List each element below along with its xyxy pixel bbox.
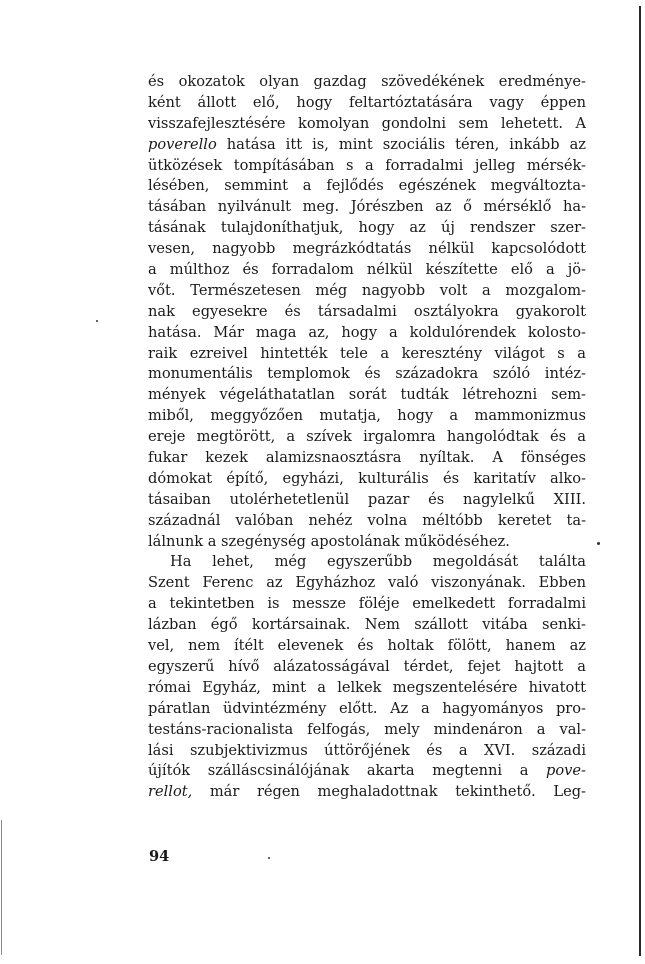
text-line: vőt. Természetesen még nagyobb volt a mozgalom- (148, 281, 586, 299)
text-line: rellot, már régen meghaladottnak tekinthető. Leg- (148, 783, 586, 801)
text-line: ereje megtörött, a szívek irgalomra hangolódtak és a (148, 428, 586, 446)
text-line: tásában nyilvánult meg. Jórészben az ő mérséklő ha- (148, 198, 586, 216)
text-line: lálnunk a szegénység apostolának működéséhez. (148, 532, 510, 550)
text-line: a múlthoz és forradalom nélkül készítette elő a jö- (148, 261, 586, 279)
text-line: Ha lehet, még egyszerűbb megoldását találta (170, 553, 586, 571)
italic-word: rellot, (148, 783, 193, 801)
page-edge (639, 6, 641, 956)
text-line: ütközések tompításában s a forradalmi jelleg mérsék- (148, 156, 586, 174)
text-line: a tekintetben is messze föléje emelkedett forradalmi (148, 595, 586, 613)
text-line: visszafejlesztésére komolyan gondolni sem lehetett. A (148, 114, 586, 132)
text-line: egyszerű hívő alázatosságával térdet, fejet hajtott a (148, 657, 586, 675)
text-line: lésében, semmint a fejlődés egészének megváltozta- (148, 177, 586, 195)
body-text (148, 72, 586, 803)
text-line: poverello hatása itt is, mint szociális téren, inkább az (148, 135, 586, 153)
text-line: páratlan üdvintézmény előtt. Az a hagyományos pro- (148, 699, 586, 717)
text-line: ként állott elő, hogy feltartóztatására vagy éppen (148, 93, 586, 111)
text-line: hatása. Már maga az, hogy a koldulórendek kolosto- (148, 323, 586, 341)
text-line: monumentális templomok és századokra szóló intéz- (148, 365, 586, 383)
text-line: és okozatok olyan gazdag szövedékének eredménye- (148, 73, 586, 90)
print-speck (597, 542, 600, 545)
text-line: lási szubjektivizmus úttörőjének és a XVI. századi (148, 741, 586, 759)
text-line: tásaiban utolérhetetlenül pazar és nagylelkű XIII. (148, 490, 586, 508)
text-line: századnál valóban nehéz volna méltóbb keretet ta- (148, 511, 586, 529)
text-line: mények végeláthatatlan sorát tudták létrehozni sem- (148, 386, 586, 404)
page-edge-left (1, 820, 2, 955)
text-line: raik ezreivel hintették tele a keresztény világot s a (148, 344, 586, 362)
text-line: nak egyesekre és társadalmi osztályokra gyakorolt (148, 302, 586, 320)
paragraph-2 (148, 552, 586, 803)
page-number: 94 (149, 848, 170, 865)
text-line: Szent Ferenc az Egyházhoz való viszonyának. Ebben (148, 574, 586, 592)
text-line: testáns-racionalista felfogás, mely mindenáron a val- (148, 720, 586, 738)
text-line: lázban égő kortársainak. Nem szállott vitába senki- (148, 616, 586, 634)
text-line: újítók szálláscsinálójának akarta megtenni a pove- (148, 762, 586, 780)
italic-word: poverello (148, 135, 217, 153)
text-line: fukar kezek alamizsnaosztásra nyíltak. A fönséges (148, 449, 586, 467)
text-line: miből, meggyőzően mutatja, hogy a mammonizmus (148, 407, 586, 425)
text-line: római Egyház, mint a lelkek megszentelésére hivatott (148, 678, 586, 696)
text-line: tásának tulajdoníthatjuk, hogy az új rendszer szer- (148, 219, 586, 237)
text-line: dómokat építő, egyházi, kulturális és karitatív alko- (148, 469, 586, 487)
italic-word: pove- (546, 762, 586, 780)
print-speck (268, 857, 270, 859)
text-line: vesen, nagyobb megrázkódtatás nélkül kapcsolódott (148, 240, 586, 258)
text-line: vel, nem ítélt elevenek és holtak fölött, hanem az (148, 637, 586, 655)
print-speck (96, 320, 98, 322)
paragraph-1 (148, 72, 586, 552)
